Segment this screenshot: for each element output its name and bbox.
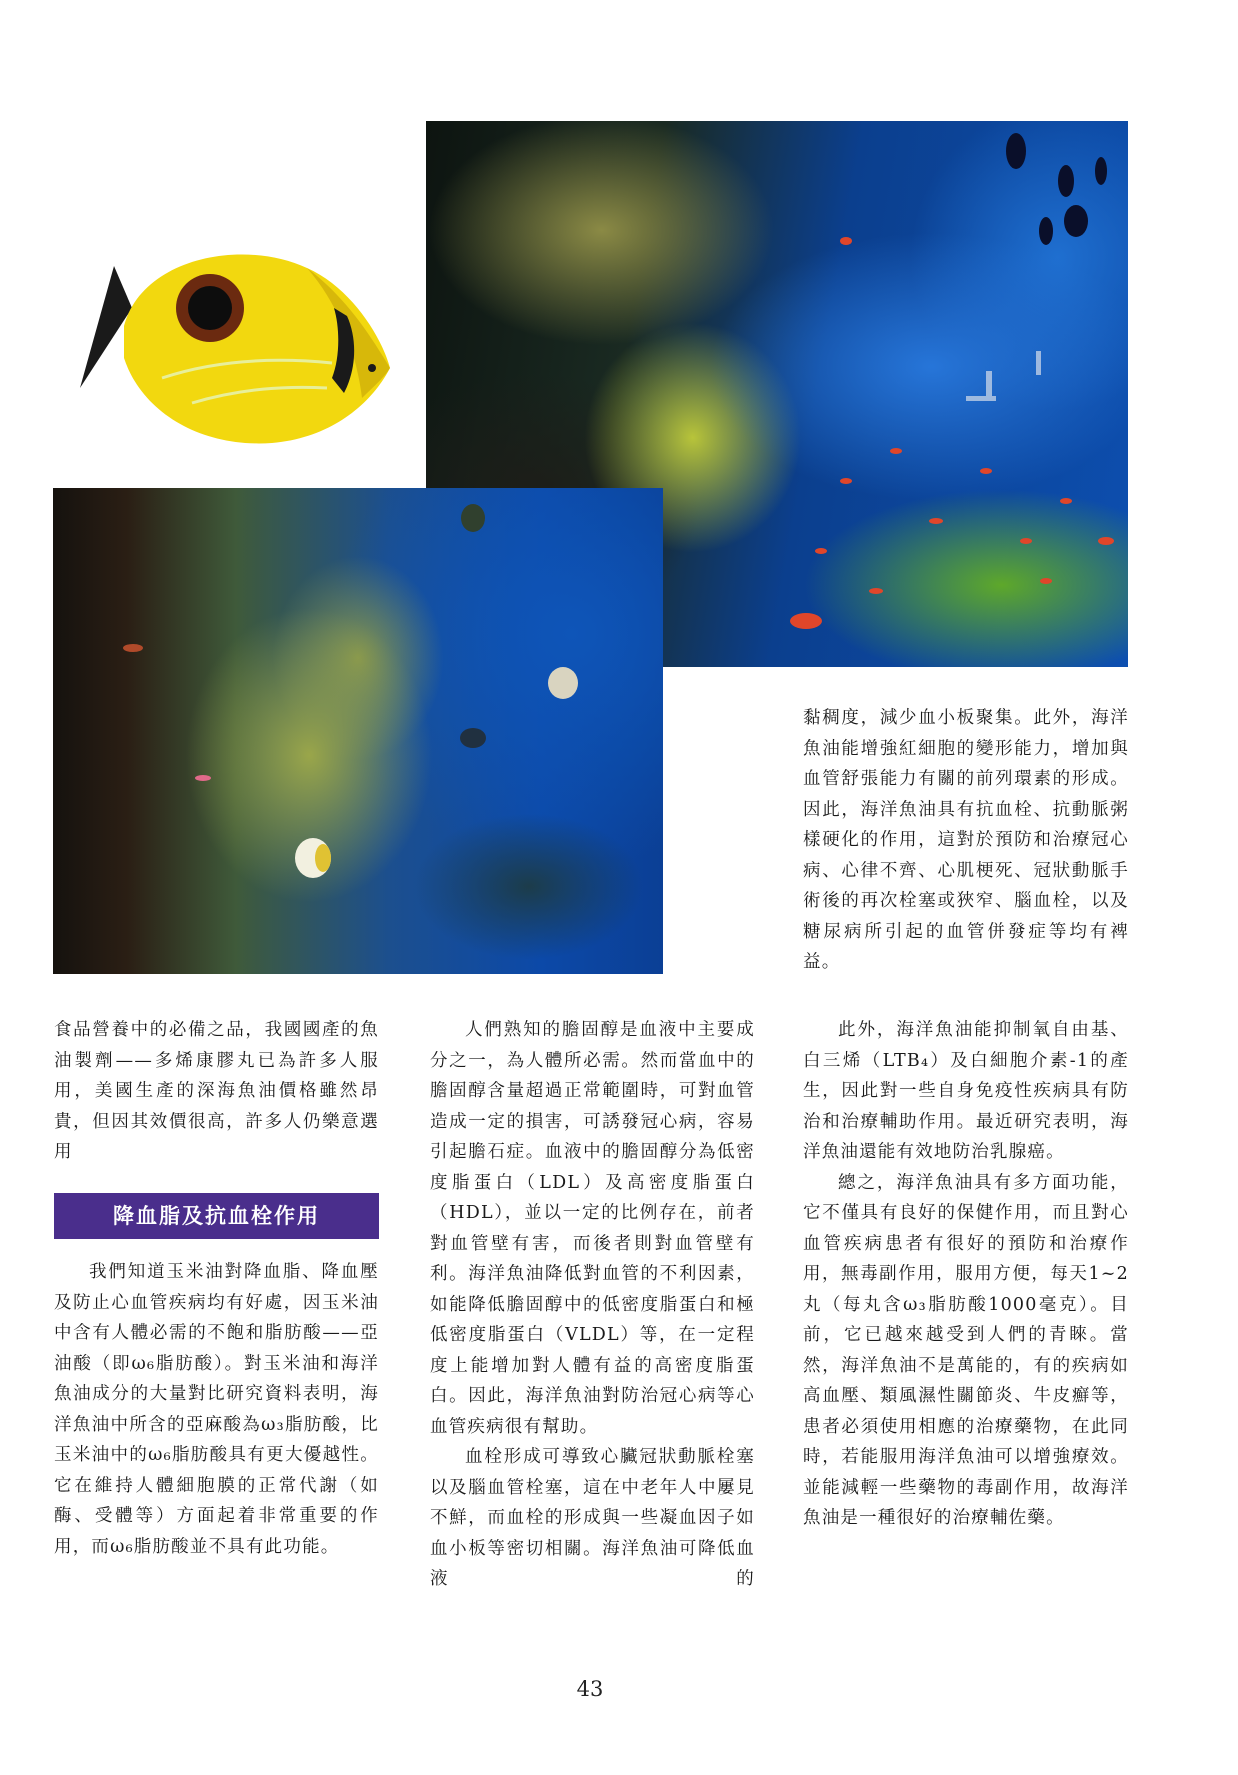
col3-text [803, 1015, 1129, 1534]
col2-paragraph-2: 血栓形成可導致心臟冠狀動脈栓塞以及腦血管栓塞，這在中老年人中屢見不鮮，而血栓的形成與一些凝血因子如血小板等密切相關。海洋魚油可降低血液的 [430, 1447, 755, 1589]
butterflyfish-photo [72, 238, 398, 448]
page-number: 43 [576, 1677, 604, 1701]
col2-text [430, 1015, 755, 1595]
reef-photo-left-details [53, 488, 663, 974]
col2-paragraph-1: 人們熟知的膽固醇是血液中主要成分之一，為人體所必需。然而當血中的膽固醇含量超過正常範圍時，可對血管造成一定的損害，可誘發冠心病，容易引起膽石症。血液中的膽固醇分為低密度脂蛋白（LDL）及高密度脂蛋白（HDL），並以一定的比例存在，前者對血管壁有害，而後者則對血管壁有利。海洋魚油降低對血管的不利因素，如能降低膽固醇中的低密度脂蛋白和極低密度脂蛋白（VLDL）等，在一定程度上能增加對人體有益的高密度脂蛋白。因此，海洋魚油對防治冠心病等心血管疾病很有幫助。 [430, 1020, 755, 1437]
col3-top-paragraph: 黏稠度，減少血小板聚集。此外，海洋魚油能增強紅細胞的變形能力，增加與血管舒張能力有關的前列環素的形成。因此，海洋魚油具有抗血栓、抗動脈粥樣硬化的作用，這對於預防和治療冠心病、心律不齊、心肌梗死、冠狀動脈手術後的再次栓塞或狹窄、腦血栓，以及糖尿病所引起的血管併發症等均有裨益。 [803, 708, 1129, 972]
col3-paragraph-2: 總之，海洋魚油具有多方面功能，它不僅具有良好的保健作用，而且對心血管疾病患者有很好的預防和治療作用，無毒副作用，服用方便，每天1~2丸（每丸含ω₃脂肪酸1000毫克）。目前，它已越來越受到人們的青睞。當然，海洋魚油不是萬能的，有的疾病如高血壓、類風濕性關節炎、牛皮癬等，患者必須使用相應的治療藥物，在此同時，若能服用海洋魚油可以增強療效。並能減輕一些藥物的毒副作用，故海洋魚油是一種很好的治療輔佐藥。 [803, 1172, 1129, 1528]
col1-paragraph-2: 我們知道玉米油對降血脂、降血壓及防止心血管疾病均有好處，因玉米油中含有人體必需的不飽和脂肪酸——亞油酸（即ω₆脂肪酸）。對玉米油和海洋魚油成分的大量對比研究資料表明，海洋魚油中所含的亞麻酸為ω₃脂肪酸，比玉米油中的ω₆脂肪酸具有更大優越性。它在維持人體細胞膜的正常代謝（如酶、受體等）方面起着非常重要的作用，而ω₆脂肪酸並不具有此功能。 [54, 1262, 379, 1557]
col1-text [54, 1015, 379, 1168]
reef-photo-left [53, 488, 663, 974]
col3-top-text [803, 703, 1129, 978]
col3-paragraph-1: 此外，海洋魚油能抑制氧自由基、白三烯（LTB₄）及白細胞介素-1的產生，因此對一些自身免疫性疾病具有防治和治療輔助作用。最近研究表明，海洋魚油還能有效地防治乳腺癌。 [803, 1020, 1129, 1162]
col1-text-2 [54, 1257, 379, 1562]
section-heading: 降血脂及抗血栓作用 [54, 1193, 379, 1239]
col1-paragraph-1: 食品營養中的必備之品，我國國產的魚油製劑——多烯康膠丸已為許多人服用，美國生產的深海魚油價格雖然昂貴，但因其效價很高，許多人仍樂意選用 [54, 1020, 379, 1162]
butterflyfish-illustration [72, 238, 398, 448]
